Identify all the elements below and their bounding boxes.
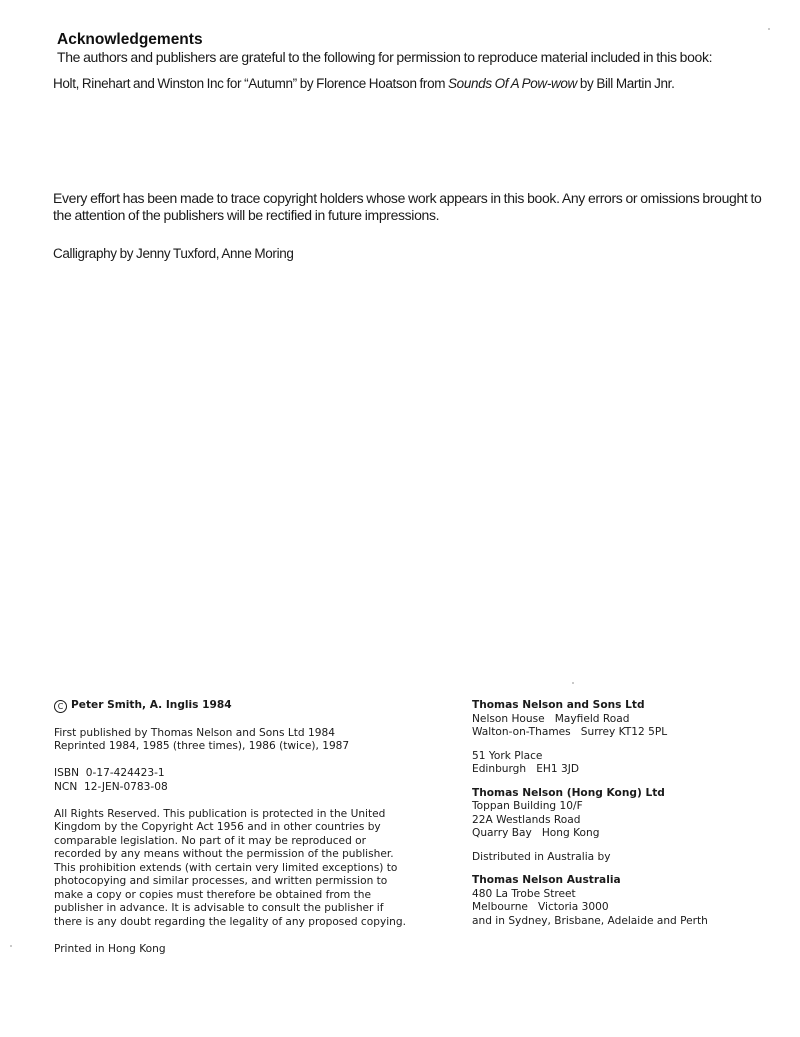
publisher-au-address-1: 480 La Trobe Street <box>472 887 576 900</box>
copyright-holders: Peter Smith, A. Inglis 1984 <box>71 699 232 711</box>
acknowledgement-item-prefix: Holt, Rinehart and Winston Inc for “Autumn” by Florence Hoatson from <box>53 76 449 91</box>
scan-speck <box>768 28 770 30</box>
acknowledgement-item-suffix: by Bill Martin Jnr. <box>576 76 675 91</box>
publisher-hk-address-3: Quarry Bay Hong Kong <box>472 827 600 839</box>
publisher-au-name: Thomas Nelson Australia <box>472 874 621 886</box>
publisher-edinburgh-address-1: 51 York Place <box>472 749 543 762</box>
rights-reserved-notice: All Rights Reserved. This publication is protected in the United Kingdom by the Copyright Act 1956 and in other countries by comparable legislation. No part of it may be reproduced or recorded by any means without the permission of the publisher. This prohibition extends (with certain very limited exceptions) to photocopying and similar processes, and written permission to make a copy or copies must therefore be obtained from the publisher in advance. It is advisable to consult the publisher if there is any doubt regarding the legality of any proposed copying. <box>54 807 406 928</box>
printed-in: Printed in Hong Kong <box>54 942 166 955</box>
publisher-au-address-2: Melbourne Victoria 3000 <box>472 901 609 913</box>
acknowledgements-heading: Acknowledgements <box>57 31 203 48</box>
publisher-hk-name: Thomas Nelson (Hong Kong) Ltd <box>472 786 665 799</box>
acknowledgement-item <box>53 76 674 91</box>
publisher-uk-address-2: Walton-on-Thames Surrey KT12 5PL <box>472 726 668 738</box>
acknowledgements-intro: The authors and publishers are grateful to the following for permission to reproduce material included in this book: <box>57 49 713 65</box>
publisher-column <box>472 699 772 928</box>
publisher-hk-address-1: Toppan Building 10/F <box>472 800 583 812</box>
calligraphy-credit: Calligraphy by Jenny Tuxford, Anne Moring <box>53 246 294 261</box>
publisher-uk-address-1: Nelson House Mayfield Road <box>472 712 630 725</box>
acknowledgement-item-title: Sounds Of A Pow-wow <box>448 76 577 91</box>
first-published: First published by Thomas Nelson and Sons Ltd 1984 <box>54 726 335 739</box>
scan-speck <box>10 945 12 947</box>
publisher-edinburgh-address-2: Edinburgh EH1 3JD <box>472 763 580 775</box>
reprint-history: Reprinted 1984, 1985 (three times), 1986 (twice), 1987 <box>54 740 350 752</box>
publisher-hk-address-2: 22A Westlands Road <box>472 813 581 826</box>
imprint-column <box>54 699 424 956</box>
scan-speck <box>572 682 574 684</box>
isbn: ISBN 0-17-424423-1 <box>54 767 165 779</box>
copyright-icon: C <box>54 700 67 713</box>
ncn: NCN 12-JEN-0783-08 <box>54 780 168 793</box>
copyright-line <box>54 699 424 713</box>
distribution-note: Distributed in Australia by <box>472 850 611 863</box>
publisher-uk-name: Thomas Nelson and Sons Ltd <box>472 699 645 711</box>
publisher-au-address-3: and in Sydney, Brisbane, Adelaide and Perth <box>472 914 708 927</box>
copyright-effort-notice: Every effort has been made to trace copyright holders whose work appears in this book. Any errors or omissions brought to the attention of the publishers will be rectified in future impressions. <box>53 190 762 223</box>
